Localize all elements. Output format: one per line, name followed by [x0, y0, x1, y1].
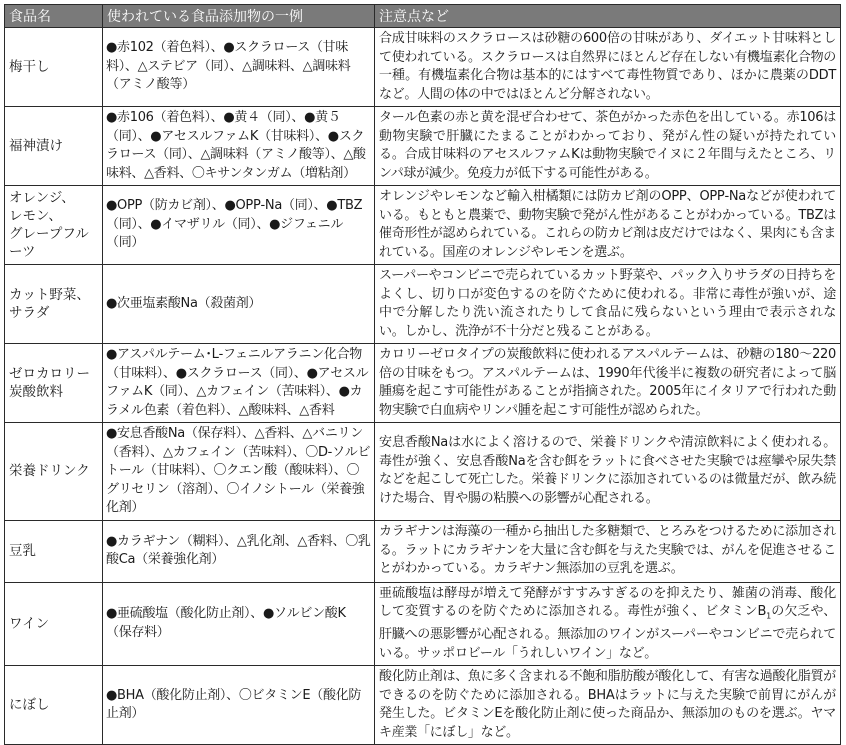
additives-cell: ●赤106（着色料）、●黄４（同）、●黄５（同）、●アセスルファムK（甘味料）、●スクラロース（同）、△調味料（アミノ酸等）、△酸味料、△香料、〇キサンタンガム（増粘剤）: [103, 107, 375, 186]
header-additives: 使われている食品添加物の一例: [103, 5, 375, 28]
food-name-cell: オレンジ、 レモン、 グレープフルーツ: [5, 186, 103, 265]
additives-cell: ●赤102（着色料）、●スクラロース（甘味料）、△ステビア（同）、△調味料、△調味料（アミノ酸等）: [103, 28, 375, 107]
table-row: [5, 582, 841, 666]
food-name-cell: 栄養ドリンク: [5, 423, 103, 521]
notes-cell: カロリーゼロタイプの炭酸飲料に使われるアスパルテームは、砂糖の180～220倍の甘味をもつ。アスパルテームは、1990年代後半に複数の研究者によって脳腫瘍を起こす可能性があることが指摘された。2005年にイタリアで行われた動物実験で白血病やリンパ腫を起こす可能性が認められた。: [375, 344, 841, 423]
table-row: [5, 666, 841, 745]
header-row: [5, 5, 841, 28]
food-name-cell: 豆乳: [5, 520, 103, 582]
table-row: [5, 107, 841, 186]
table-row: [5, 186, 841, 265]
table-row: [5, 520, 841, 582]
additives-cell: ●亜硫酸塩（酸化防止剤）、●ソルビン酸K（保存料）: [103, 582, 375, 666]
header-food-name: 食品名: [5, 5, 103, 28]
food-name-cell: ワイン: [5, 582, 103, 666]
food-name-cell: カット野菜、 サラダ: [5, 265, 103, 344]
additives-cell: ●安息香酸Na（保存料）、△香料、△バニリン（香料）、△カフェイン（苦味料）、〇D‐ソルビトール（甘味料）、〇クエン酸（酸味料）、〇グリセリン（溶剤）、〇イノシトール（栄養強化剤）: [103, 423, 375, 521]
notes-cell: スーパーやコンビニで売られているカット野菜や、パック入りサラダの日持ちをよくし、切り口が変色するのを防ぐために使われる。非常に毒性が強いが、途中で分解したり洗い流されたりして食品に残らないという理由で表示されない。しかし、洗浄が不十分だと残ることがある。: [375, 265, 841, 344]
notes-cell: 安息香酸Naは水によく溶けるので、栄養ドリンクや清涼飲料によく使われる。毒性が強く、安息香酸Naを含む餌をラットに食べさせた実験では痙攣や尿失禁などを起こして死亡した。栄養ドリンクに添加されているのは微量だが、飲み続けた場合、胃や腸の粘膜への影響が心配される。: [375, 423, 841, 521]
additives-cell: ●アスパルテーム･L‐フェニルアラニン化合物（甘味料）、●スクラロース（同）、●アセスルファムK（同）、△カフェイン（苦味料）、●カラメル色素（着色料）、△酸味料、△香料: [103, 344, 375, 423]
additives-cell: ●次亜塩素酸Na（殺菌剤）: [103, 265, 375, 344]
food-name-cell: 福神漬け: [5, 107, 103, 186]
notes-text-part: 亜硫酸塩は酵母が増えて発酵がすすみすぎるのを抑えたり、雑菌の消毒、酸化して変質するのを防ぐために添加される。毒性が強く、ビタミンB: [379, 585, 836, 619]
table-row: [5, 423, 841, 521]
header-notes: 注意点など: [375, 5, 841, 28]
notes-cell: 酸化防止剤は、魚に多く含まれる不飽和脂肪酸が酸化して、有害な過酸化脂質ができるのを防ぐために添加される。BHAはラットに与えた実験で前胃にがんが発生した。ビタミンEを酸化防止剤に使った商品か、無添加のものを選ぶ。ヤマキ産業「にぼし」など。: [375, 666, 841, 745]
table-row: [5, 265, 841, 344]
notes-text-part: の欠乏や、肝臓への悪影響が心配される。無添加のワインがスーパーやコンビニで売られている。サッポロビール「うれしいワイン」など。: [379, 604, 836, 661]
table-header: [5, 5, 841, 28]
food-additives-table: [4, 4, 841, 745]
notes-cell: オレンジやレモンなど輸入柑橘類には防カビ剤のOPP、OPP‐Naなどが使われている。もともと農薬で、動物実験で発がん性があることがわかっている。TBZは催奇形性が認められている。これらの防カビ剤は皮だけではなく、果肉にも含まれている。国産のオレンジやレモンを選ぶ。: [375, 186, 841, 265]
additives-cell: ●BHA（酸化防止剤）、〇ビタミンE（酸化防止剤）: [103, 666, 375, 745]
notes-cell: タール色素の赤と黄を混ぜ合わせて、茶色がかった赤色を出している。赤106は動物実験で肝臓にたまることがわかっており、発がん性の疑いが持たれている。合成甘味料のアセスルファムKは動物実験でイヌに２年間与えたところ、リンパ球が減少。免疫力が低下する可能性がある。: [375, 107, 841, 186]
notes-cell: [375, 582, 841, 666]
food-name-cell: ゼロカロリー 炭酸飲料: [5, 344, 103, 423]
notes-cell: 合成甘味料のスクラロースは砂糖の600倍の甘味があり、ダイエット甘味料として使われている。スクラロースは自然界にほとんど存在しない有機塩素化合物の一種。有機塩素化合物は基本的にはすべて毒性物質であり、ほかに農薬のDDTなど。人間の体の中ではほとんど分解されない。: [375, 28, 841, 107]
table-body: [5, 28, 841, 745]
food-name-cell: にぼし: [5, 666, 103, 745]
food-name-cell: 梅干し: [5, 28, 103, 107]
additives-cell: ●カラギナン（糊料）、△乳化剤、△香料、〇乳酸Ca（栄養強化剤）: [103, 520, 375, 582]
vitamin-b-subscript: 1: [766, 611, 771, 621]
table-row: [5, 344, 841, 423]
notes-cell: カラギナンは海藻の一種から抽出した多糖類で、とろみをつけるために添加される。ラットにカラギナンを大量に含む餌を与えた実験では、がんを促進させることがわかっている。カラギナン無添加の豆乳を選ぶ。: [375, 520, 841, 582]
table-row: [5, 28, 841, 107]
additives-cell: ●OPP（防カビ剤）、●OPP‐Na（同）、●TBZ（同）、●イマザリル（同）、●ジフェニル（同）: [103, 186, 375, 265]
